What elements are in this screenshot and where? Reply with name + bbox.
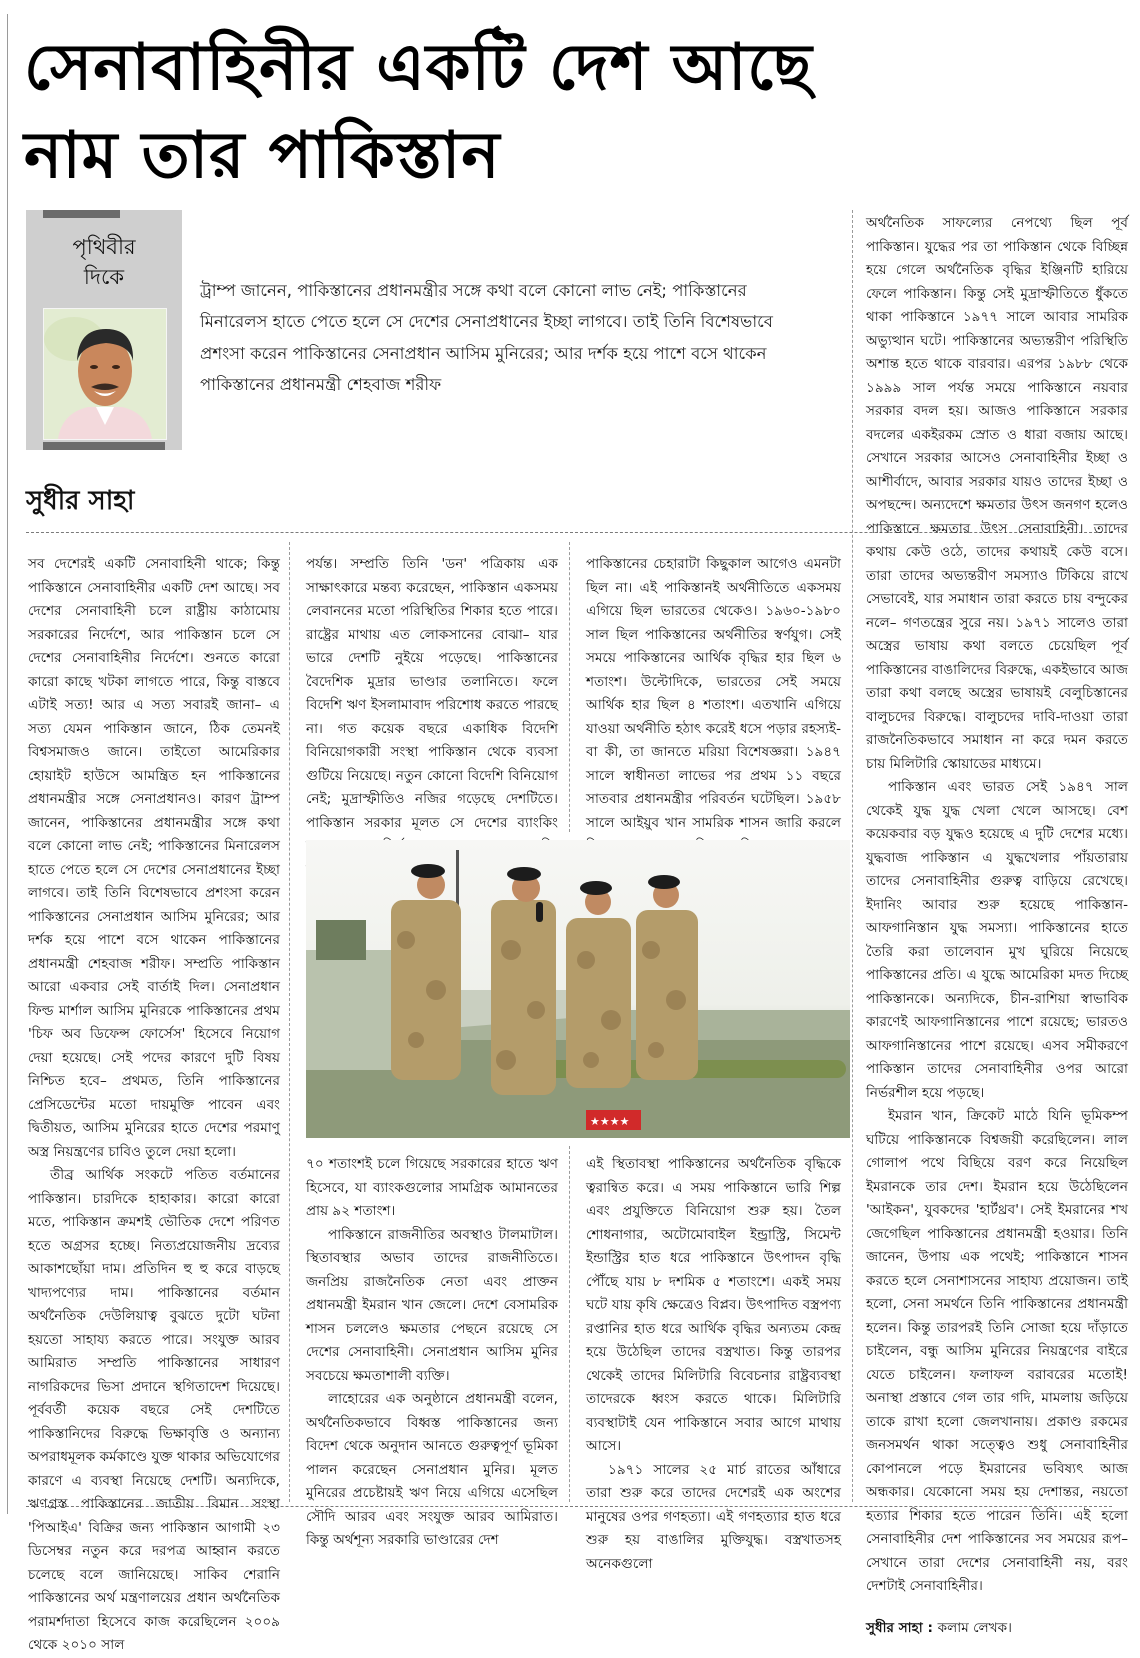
column-rule bbox=[289, 542, 290, 1502]
decorative-bar bbox=[43, 210, 120, 218]
paragraph: পাকিস্তানে রাজনীতির অবস্থাও টালমাটাল। স্থিতাবস্থার অভাব তাদের রাজনীতিতে। জনপ্রিয় রাজনৈতিক নেতা এবং প্রাক্তন প্রধানমন্ত্রী ইমরান খান জেলে। দেশে বেসামরিক শাসন চললেও ক্ষমতার পেছনে রয়েছে সে দেশের সেনাবাহিনী। সেনাপ্রধান আসিম মুনির সবচেয়ে ক্ষমতাশালী ব্যক্তি। bbox=[306, 1226, 558, 1384]
article-column-1 bbox=[28, 553, 280, 1658]
headline-line-2: নাম তার পাকিস্তান bbox=[24, 119, 501, 193]
rank-plate-stars: ★★★★ bbox=[590, 1115, 630, 1128]
left-margin-rule bbox=[7, 14, 8, 1514]
author-portrait-icon bbox=[44, 309, 166, 439]
paragraph: পর্যন্ত। সম্প্রতি তিনি 'ডন' পত্রিকায় এক সাক্ষাৎকারে মন্তব্য করেছেন, পাকিস্তান একসময় লেবাননের মতো পরিস্থিতির শিকার হতে পারে। রাষ্ট্রের মাথায় এত লোকসানের বোঝা– যার ভারে দেশটি নুইয়ে পড়েছে। পাকিস্তানের বৈদেশিক মুদ্রার ভাণ্ডার তলানিতে। ফলে বিদেশি ঋণ ইসলামাবাদ পরিশোধ করতে পারছে না। গত কয়েক বছরে একাধিক বিদেশি বিনিয়োগকারী সংস্থা পাকিস্তান থেকে ব্যবসা গুটিয়ে নিয়েছে। নতুন কোনো বিদেশি বিনিয়োগ নেই; মুদ্রাস্ফীতিও নজির গড়েছে দেশটিতে। পাকিস্তান সরকার মূলত সে দেশের ব্যাংকিং bbox=[306, 556, 558, 831]
article-column-3-top bbox=[586, 553, 841, 859]
article-column-2-bottom bbox=[306, 1153, 558, 1553]
decorative-bar bbox=[43, 442, 165, 450]
column-label-line-1: পৃথিবীর bbox=[72, 235, 136, 259]
paragraph: লাহোরের এক অনুষ্ঠানে প্রধানমন্ত্রী বলেন, অর্থনৈতিকভাবে বিধ্বস্ত পাকিস্তানের জন্য বিদেশ থেকে অনুদান আনতে গুরুত্বপূর্ণ ভূমিকা পালন করেছেন সেনাপ্রধান মুনির। মূলত মুনিরের প্রচেষ্টায়ই ঋণ নিয়ে এগিয়ে এসেছিল সৌদি আরব এবং সংযুক্ত আরব আমিরাত। কিন্তু অর্থশূন্য সরকারি ভাণ্ডারের দেশ bbox=[306, 1391, 558, 1548]
author-byline: সুধীর সাহা bbox=[26, 486, 135, 516]
paragraph: পাকিস্তান এবং ভারত সেই ১৯৪৭ সাল থেকেই যুদ্ধ যুদ্ধ খেলা খেলে আসছে। বেশ কয়েকবার বড় যুদ্ধও হয়েছে এ দুটি দেশের মধ্যে। যুদ্ধবাজ পাকিস্তান এ যুদ্ধখেলার পাঁয়তারায় তাদের সেনাবাহিনীর গুরুত্ব বাড়িয়ে রেখেছে। ইদানিং আবার শুরু হয়েছে পাকিস্তান-আফগানিস্তান যুদ্ধ সমস্যা। পাকিস্তানের হাতে তৈরি করা তালেবান মুখ ঘুরিয়ে নিয়েছে পাকিস্তানের প্রতি। এ যুদ্ধে আমেরিকা মদত দিচ্ছে পাকিস্তানকে। অন্যদিকে, চীন-রাশিয়া স্বাভাবিক কারণেই আফগানিস্তানের পাশে রয়েছে; ভারতও আফগানিস্তানের পাশে রয়েছে। এসব সমীকরণে পাকিস্তান তাদের সেনাবাহিনীর ওপর আরো নির্ভরশীল হয়ে পড়ছে। bbox=[866, 779, 1128, 1101]
column-section-label bbox=[26, 232, 182, 292]
paragraph: পাকিস্তানের চেহারাটা কিছুকাল আগেও এমনটা ছিল না। এই পাকিস্তানই অর্থনীতিতে একসময় এগিয়ে ছিল ভারতের থেকেও। ১৯৬০-১৯৮০ সাল ছিল পাকিস্তানের অর্থনীতির স্বর্ণযুগ। সেই সময়ে পাকিস্তানের আর্থিক বৃদ্ধির হার ছিল ৬ শতাংশ। উল্টোদিকে, ভারতের সেই সময়ে আর্থিক হার ছিল ৪ শতাংশ। এতখানি এগিয়ে যাওয়া অর্থনীতি হঠাৎ করেই ধসে পড়ার রহস্যই-বা কী, তা জানতে মরিয়া বিশেষজ্ঞরা। ১৯৪৭ সালে স্বাধীনতা লাভের পর প্রথম ১১ বছরে সাতবার প্রধানমন্ত্রীর পরিবর্তন ঘটেছিল। ১৯৫৮ সালে আইয়ুব খান সামরিক শাসন জারি করলে bbox=[586, 556, 841, 831]
column-rule bbox=[852, 210, 853, 1502]
column-label-line-2: দিকে bbox=[83, 265, 125, 289]
article-teaser: ট্রাম্প জানেন, পাকিস্তানের প্রধানমন্ত্রীর সঙ্গে কথা বলে কোনো লাভ নেই; পাকিস্তানের মিনারেলস হাতে পেতে হলে সে দেশের সেনাপ্রধানের ইচ্ছা লাগবে। তাই তিনি বিশেষভাবে প্রশংসা করেন পাকিস্তানের সেনাপ্রধান আসিম মুনিরের; আর দর্শক হয়ে পাশে বসে থাকেন পাকিস্তানের প্রধানমন্ত্রী শেহবাজ শরীফ bbox=[200, 280, 773, 394]
article-photo bbox=[306, 840, 850, 1138]
signoff-separator: : bbox=[922, 1619, 938, 1636]
paragraph: এই স্থিতাবস্থা পাকিস্তানের অর্থনৈতিক বৃদ্ধিকে ত্বরান্বিত করে। এ সময় পাকিস্তানে ভারি শিল্প এবং প্রযুক্তিতে বিনিয়োগ শুরু হয়। তৈল শোধনাগার, অটোমোবাইল ইন্ড্রাস্ট্রি, সিমেন্ট ইন্ডাস্ট্রির হাত ধরে পাকিস্তানে উৎপাদন বৃদ্ধি পৌঁছে যায় ৮ দশমিক ৫ শতাংশে। একই সময় ঘটে যায় কৃষি ক্ষেত্রেও বিপ্লব। উৎপাদিত বস্ত্রপণ্য রপ্তানির হাত ধরে আর্থিক বৃদ্ধির অন্যতম কেন্দ্র হয়ে উঠেছিল তাদের বস্ত্রখাত। কিন্তু তারপর থেকেই তাদের মিলিটারি বিবেচনার রাষ্ট্রব্যবস্থা তাদেরকে ধ্বংস করতে থাকে। মিলিটারি ব্যবস্থাটাই যেন পাকিস্তানে সবার আগে মাথায় আসে। bbox=[586, 1156, 841, 1454]
column-rule bbox=[569, 542, 570, 832]
signoff-role: কলাম লেখক। bbox=[937, 1619, 1013, 1636]
author-signoff bbox=[866, 1617, 1128, 1641]
column-rule bbox=[569, 1146, 570, 1502]
author-photo bbox=[43, 308, 167, 440]
column-logo-box bbox=[26, 210, 182, 450]
paragraph: ইমরান খান, ক্রিকেট মাঠে যিনি ভূমিকম্প ঘটিয়ে পাকিস্তানকে বিশ্বজয়ী করেছিলেন। লাল গোলাপ পথে বিছিয়ে বরণ করে নিয়েছিল ইমরানকে তার দেশ। ইমরান হয়ে উঠেছিলেন 'আইকন', যুবকদের 'হার্টথ্রব'। সেই ইমরানের শখ জেগেছিল পাকিস্তানের প্রধানমন্ত্রী হওয়ার। তিনি জানেন, উপায় এক পথেই; পাকিস্তানে শাসন করতে হলে সেনাশাসনের সাহায্য প্রয়োজন। তাই হলো, সেনা সমর্থনে তিনি পাকিস্তানের প্রধানমন্ত্রী হলেন। কিন্তু তারপরই তিনি সোজা হয়ে দাঁড়াতে চাইলেন, বন্ধু আসিম মুনিরের নিয়ন্ত্রণের বাইরে যেতে চাইলেন। ফলাফল বরাবরের মতোই! অনাস্থা প্রস্তাবে গেল তার গদি, মামলায় জড়িয়ে তাকে রাখা হলো জেলখানায়। প্রকাণ্ড রকমের জনসমর্থন থাকা সত্ত্বেও শুধু সেনাবাহিনীর কোপানলে পড়ে ইমরানের ভবিষ্যৎ আজ অন্ধকার। যেকোনো সময় হয় দেশান্তর, নয়তো হত্যার শিকার হতে পারেন তিনি। এই হলো সেনাবাহিনীর দেশ পাকিস্তানের সব সময়ের রূপ– সেখানে তারা দেশের সেনাবাহিনী নয়, বরং দেশটাই সেনাবাহিনীর। bbox=[866, 1108, 1128, 1594]
paragraph: অর্থনৈতিক সাফল্যের নেপথ্যে ছিল পূর্ব পাকিস্তান। যুদ্ধের পর তা পাকিস্তান থেকে বিচ্ছিন্ন হয়ে গেলে অর্থনৈতিক বৃদ্ধির ইঞ্জিনটি হারিয়ে ফেলে পাকিস্তান। কিন্তু সেই মুদ্রাস্ফীতিতে ধুঁকতে থাকা পাকিস্তানে ১৯৭৭ সালে আবার সামরিক অভ্যুত্থান ঘটে। পাকিস্তানের অভ্যন্তরীণ পরিস্থিতি অশান্ত হতে থাকে বারবার। এরপর ১৯৮৮ থেকে ১৯৯৯ সাল পর্যন্ত সময়ে পাকিস্তানে নয়বার সরকার বদল হয়। আজও পাকিস্তানে সরকার বদলের একইরকম স্রোত ও ধারা বজায় আছে। সেখানে সরকার আসেও সেনাবাহিনীর ইচ্ছা ও আশীর্বাদে, আবার সরকার যায়ও তাদের ইচ্ছা ও অপছন্দে। অন্যদেশে ক্ষমতার উৎস জনগণ হলেও পাকিস্তানে ক্ষমতার উৎস সেনাবাহিনী। তাদের কথায় কেউ ওঠে, তাদের কথায়ই কেউ বসে। তারা তাদের অভ্যন্তরীণ সমস্যাও টিকিয়ে রাখে সেভাবেই, যার সমাধান তারা করতে চায় বন্দুকের নলে– গণতন্ত্রের সুরে নয়। ১৯৭১ সালেও তারা অস্ত্রের ভাষায় কথা বলতে চেয়েছিল পূর্ব পাকিস্তানের বাঙালিদের বিরুদ্ধে, একইভাবে আজ তারা কথা বলছে অস্ত্রের ভাষায়ই বেলুচিস্তানের বালুচদের বিরুদ্ধে। বালুচদের দাবি-দাওয়া তারা রাজনৈতিকভাবে সমাধান না করে দমন করতে চায় মিলিটারি স্কোয়াডের মাধ্যমে। bbox=[866, 215, 1128, 772]
headline-line-1: সেনাবাহিনীর একটি দেশ আছে bbox=[24, 31, 813, 105]
signoff-name: সুধীর সাহা bbox=[866, 1619, 923, 1636]
article-column-4 bbox=[866, 212, 1128, 1640]
paragraph: ১৯৭১ সালের ২৫ মার্চ রাতের আঁধারে তারা শুরু করে তাদের দেশেরই এক অংশের মানুষের ওপর গণহত্যা। এই গণহত্যার হাত ধরে শুরু হয় বাঙালির মুক্তিযুদ্ধ। বস্ত্রখাতসহ অনেকগুলো bbox=[586, 1461, 841, 1572]
paragraph: তীব্র আর্থিক সংকটে পতিত বর্তমানের পাকিস্তান। চারদিকে হাহাকার। কারো কারো মতে, পাকিস্তান ক্রমশই ভৌতিক দেশে পরিণত হতে অগ্রসর হচ্ছে। নিত্যপ্রয়োজনীয় দ্রব্যের আকাশছোঁয়া দাম। প্রতিদিন হু হু করে বাড়ছে খাদ্যপণ্যের দাম। পাকিস্তানের বর্তমান অর্থনৈতিক দেউলিয়াত্ব বুঝতে দুটো ঘটনা হয়তো সাহায্য করতে পারে। সংযুক্ত আরব আমিরাত সম্প্রতি পাকিস্তানের সাধারণ নাগরিকদের ভিসা প্রদানে স্থগিতাদেশ দিয়েছে। পূর্ববর্তী কয়েক বছরে সেই দেশটিতে পাকিস্তানিদের বিরুদ্ধে ভিক্ষাবৃত্তি ও অন্যান্য অপরাধমূলক কর্মকাণ্ডে যুক্ত থাকার অভিযোগের কারণে এ ব্যবস্থা নিয়েছে দেশটি। অন্যদিকে, ঋণগ্রস্ত পাকিস্তানের জাতীয় বিমান সংস্থা 'পিআইএ' বিক্রির জন্য পাকিস্তান আগামী ২৩ ডিসেম্বর নতুন করে দরপত্র আহ্বান করতে চলেছে বলে জানিয়েছে। সাকিব শেরানি পাকিস্তানের অর্থ মন্ত্রণালয়ের প্রধান অর্থনৈতিক পরামর্শদাতা হিসেবে কাজ করেছিলেন ২০০৯ থেকে ২০১০ সাল bbox=[28, 1167, 280, 1653]
army-officers-on-tank-image bbox=[306, 840, 850, 1138]
article-column-2-top bbox=[306, 553, 558, 882]
paragraph: ৭০ শতাংশই চলে গিয়েছে সরকারের হাতে ঋণ হিসেবে, যা ব্যাংকগুলোর সামগ্রিক আমানতের প্রায় ৯২ শতাংশ। bbox=[306, 1156, 558, 1219]
paragraph: সব দেশেরই একটি সেনাবাহিনী থাকে; কিন্তু পাকিস্তানে সেনাবাহিনীর একটি দেশ আছে। সব দেশের সেনাবাহিনী চলে রাষ্ট্রীয় কাঠামোয় সরকারের নির্দেশে, আর পাকিস্তান চলে সে দেশের সেনাবাহিনীর নির্দেশে। শুনতে কারো কারো কাছে খটকা লাগতে পারে, কিন্তু বাস্তবে এটাই সত্য! আর এ সত্য সবারই জানা– এ সত্য যেমন পাকিস্তান জানে, ঠিক তেমনই বিশ্বসমাজও জানে। তাইতো আমেরিকার হোয়াইট হাউসে আমন্ত্রিত হন পাকিস্তানের প্রধানমন্ত্রীর সঙ্গে সেনাপ্রধানও। কারণ ট্রাম্প জানেন, পাকিস্তানের প্রধানমন্ত্রীর সঙ্গে কথা বলে কোনো লাভ নেই; পাকিস্তানের মিনারেলস হাতে পেতে হলে সে দেশের সেনাপ্রধানের ইচ্ছা লাগবে। তাই তিনি বিশেষভাবে প্রশংসা করেন পাকিস্তানের সেনাপ্রধান আসিম মুনিরের; আর দর্শক হয়ে পাশে বসে থাকেন পাকিস্তানের প্রধানমন্ত্রী শেহবাজ শরীফ। সম্প্রতি পাকিস্তান আরো একবার সেই বার্তাই দিল। সেনাপ্রধান ফিল্ড মার্শাল আসিম মুনিরকে পাকিস্তানের প্রথম 'চিফ অব ডিফেন্স ফোর্সেস' হিসেবে নিয়োগ দেয়া হয়েছে। সেই পদের কারণে দুটি বিষয় নিশ্চিত হবে– প্রথমত, তিনি পাকিস্তানের প্রেসিডেন্টের মতো দায়মুক্তি পাবেন এবং দ্বিতীয়ত, আসিম মুনিরের হাতে দেশের পরমাণু অস্ত্র নিয়ন্ত্রণের চাবিও তুলে দেয়া হলো। bbox=[28, 556, 280, 1160]
headline bbox=[24, 24, 904, 200]
article-column-3-bottom bbox=[586, 1153, 841, 1576]
